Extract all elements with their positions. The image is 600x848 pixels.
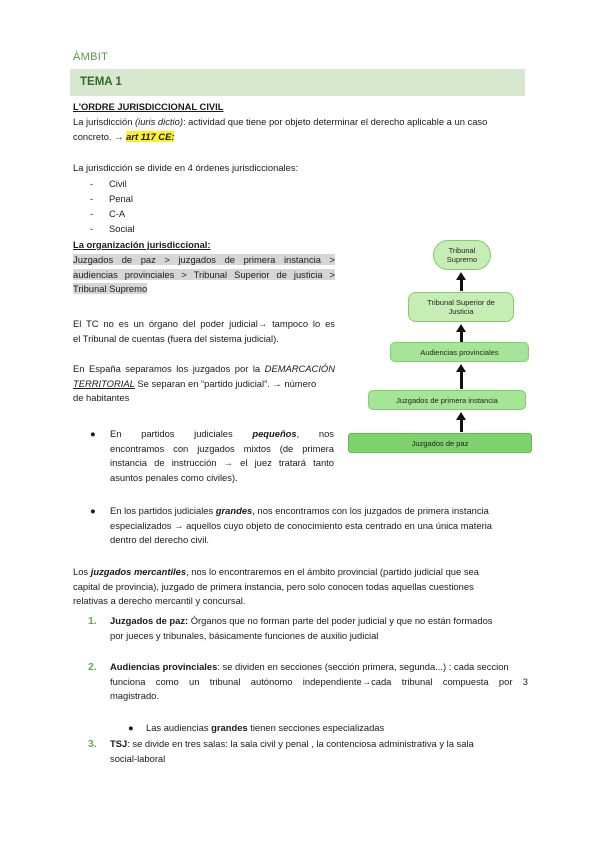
- list-number-2: 2.: [88, 661, 97, 673]
- list-item: - C-A: [90, 208, 126, 219]
- bullet-icon: ●: [90, 428, 96, 439]
- list-number-3: 3.: [88, 738, 97, 750]
- item-audiencias: Audiencias provinciales: se dividen en secciones (sección primera, segunda...) : cada seccion funciona como un tribunal autónomo independiente→cada tribunal compuesta por 3 magistrado.: [110, 661, 528, 702]
- tema-title: TEMA 1: [80, 76, 122, 88]
- sub-item-audiencias-grandes: Las audiencias grandes tienen secciones especializadas: [146, 722, 385, 733]
- bullet-icon: ●: [128, 722, 134, 733]
- arrow-up-icon: [460, 418, 463, 432]
- list-item: - Penal: [90, 193, 133, 204]
- bullet-partidos-grandes: En los partidos judiciales grandes, nos encontramos con los juzgados de primera instancia especializados → aquellos cuyo objeto de conocimiento esta centrado en una única materia dentro del derecho civil.: [110, 505, 493, 546]
- paragraph-demarcacion: En España separamos los juzgados por la DEMARCACIÓN TERRITORIAL Se separan en “partido judicial”. → número de habitantes: [73, 363, 335, 404]
- paragraph-ordenes: La jurisdicción se divide en 4 órdenes jurisdiccionales:: [73, 162, 299, 173]
- heading-orden-civil: L'ORDRE JURISDICCIONAL CIVIL: [73, 101, 224, 112]
- article-reference: art 117 CE:: [126, 130, 175, 142]
- list-number-1: 1.: [88, 615, 97, 627]
- list-item: - Social: [90, 223, 135, 234]
- pyramid-tsj: Tribunal Superior de Justicia: [408, 292, 514, 322]
- pyramid-audiencias: Audiencias provinciales: [390, 342, 529, 362]
- arrow-up-icon: [460, 370, 463, 389]
- section-label: ÀMBIT: [73, 51, 109, 63]
- arrow-up-icon: [460, 330, 463, 342]
- arrow-up-icon: [460, 278, 463, 291]
- ordenes-list: [90, 177, 135, 237]
- pyramid-juzgados-paz: Juzgados de paz: [348, 433, 532, 453]
- bullet-icon: ●: [90, 505, 96, 516]
- paragraph-organizacion: Juzgados de paz > juzgados de primera instancia > audiencias provinciales > Tribunal Superior de justicia > Tribunal Supremo: [73, 254, 335, 295]
- pyramid-tribunal-supremo: Tribunal Supremo: [433, 240, 491, 270]
- paragraph-tc: El TC no es un órgano del poder judicial→ tampoco lo es el Tribunal de cuentas (fuera del sistema judicial).: [73, 318, 335, 344]
- tema-header-bar: [70, 69, 525, 96]
- list-item: - Civil: [90, 178, 127, 189]
- item-tsj: TSJ: se divide en tres salas: la sala civil y penal , la contenciosa administrativa y la sala social-laboral: [110, 738, 474, 764]
- heading-organizacion: La organización jurisdiccional:: [73, 239, 211, 250]
- paragraph-jurisdiccion: La jurisdicción (iuris dictio): actividad que tiene por objeto determinar el derecho aplicable a un caso concreto. → art 117 CE:: [73, 116, 488, 142]
- paragraph-mercantiles: Los juzgados mercantiles, nos lo encontraremos en el ámbito provincial (partido judicial que sea capital de provincia), juzgado de primera instancia, pero solo conocen todas aquellas cuestiones relativas a derecho mercantil y concursal.: [73, 566, 479, 607]
- bullet-partidos-pequenos: En partidos judiciales pequeños, nos encontramos con juzgados mixtos (de primera instancia de instrucción → el juez tratará tanto asuntos penales como civiles).: [110, 428, 334, 483]
- pyramid-primera-instancia: Juzgados de primera instancia: [368, 390, 526, 410]
- item-juzgados-paz: Juzgados de paz: Órganos que no forman parte del poder judicial y que no están formados por jueces y tribunales, básicamente funciones de auxilio judicial: [110, 615, 493, 641]
